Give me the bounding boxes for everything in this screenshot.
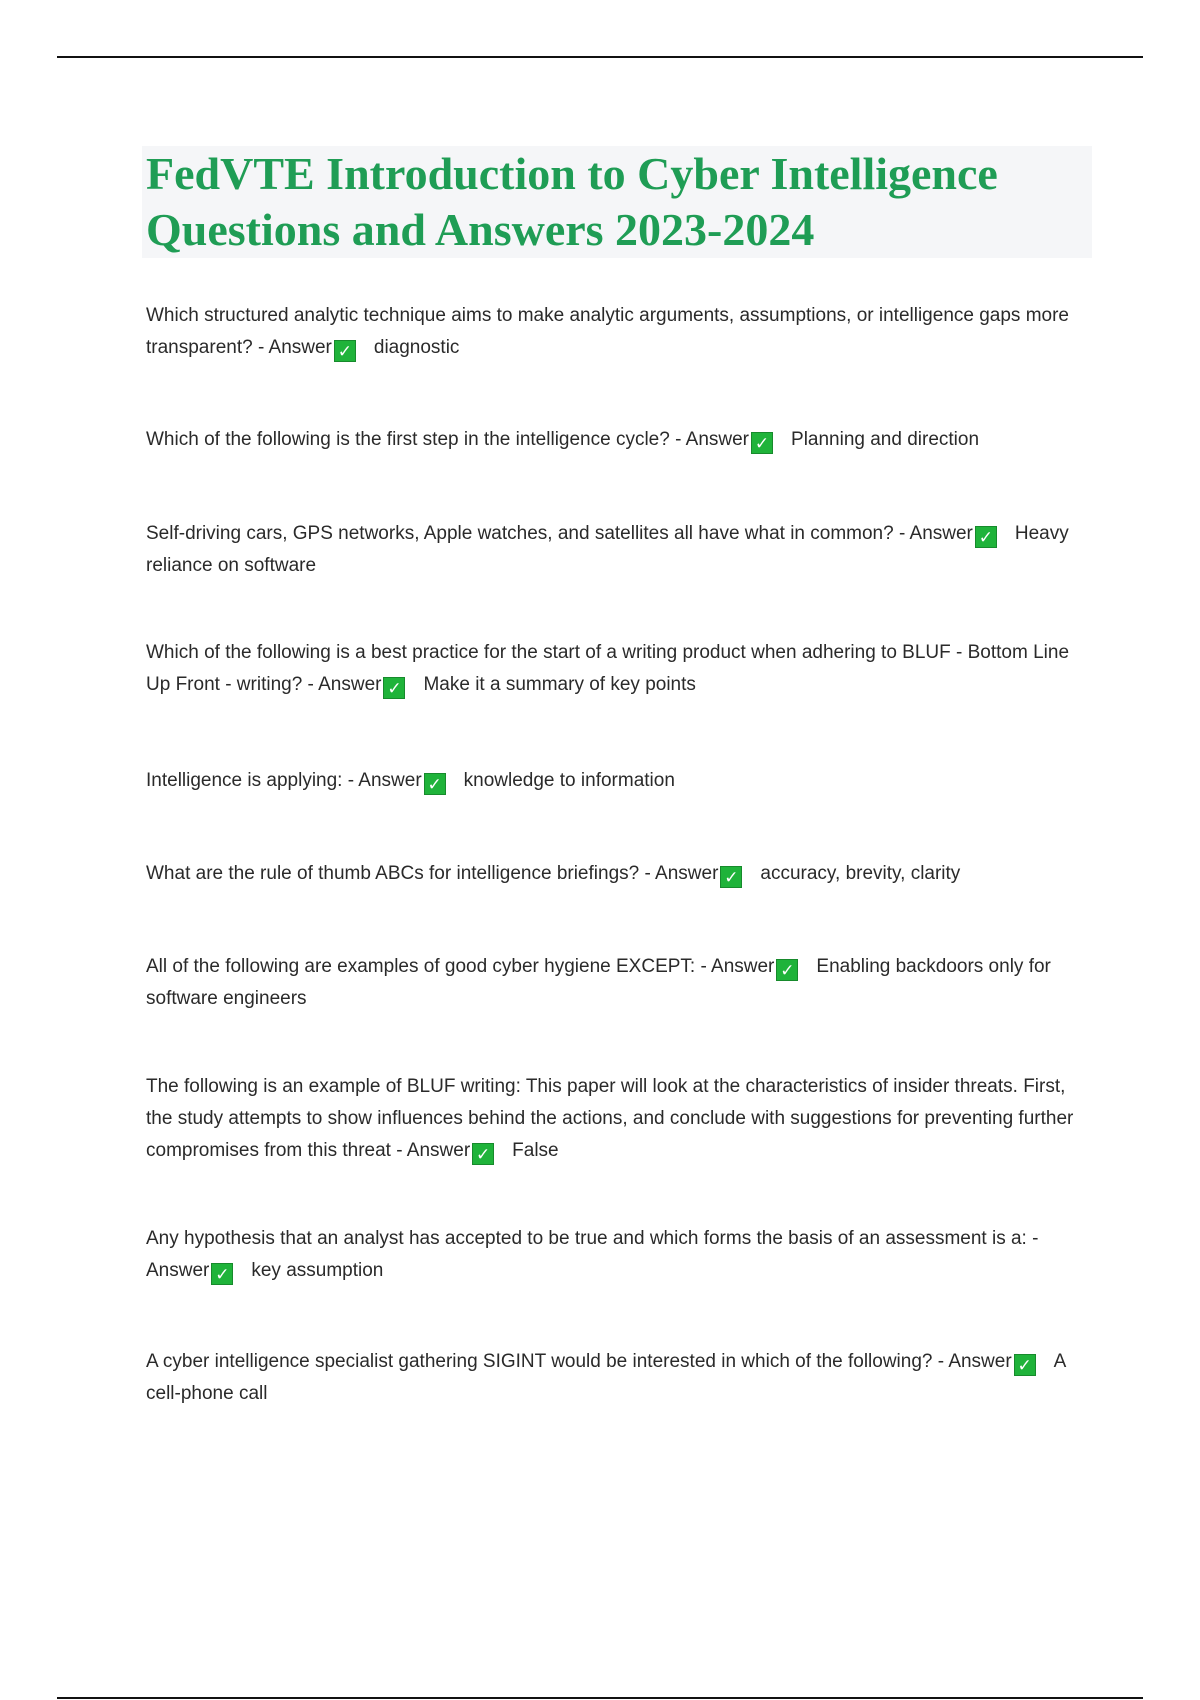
qa-item xyxy=(146,765,1096,797)
check-icon: ✓ xyxy=(975,526,997,548)
qa-item xyxy=(146,518,1096,582)
check-icon: ✓ xyxy=(424,773,446,795)
answer-text: Enabling backdoors only for software engineers xyxy=(146,956,1051,1009)
qa-item xyxy=(146,1223,1096,1287)
top-rule xyxy=(57,56,1143,58)
question-text: All of the following are examples of good cyber hygiene EXCEPT: - Answer xyxy=(146,956,775,977)
answer-text: accuracy, brevity, clarity xyxy=(760,863,961,884)
check-icon: ✓ xyxy=(776,959,798,981)
question-text: Which of the following is the first step in the intelligence cycle? - Answer xyxy=(146,429,750,450)
answer-text: knowledge to information xyxy=(463,770,675,791)
answer-text: Make it a summary of key points xyxy=(423,674,696,695)
check-icon: ✓ xyxy=(383,677,405,699)
question-text: Self-driving cars, GPS networks, Apple watches, and satellites all have what in common? - Answer xyxy=(146,523,973,544)
answer-text: Heavy reliance on software xyxy=(146,523,1069,576)
question-text: Which of the following is a best practice for the start of a writing product when adhering to BLUF - Bottom Line Up Front - writing? - Answer xyxy=(146,642,1070,695)
bottom-rule xyxy=(57,1697,1143,1699)
question-text: What are the rule of thumb ABCs for intelligence briefings? - Answer xyxy=(146,863,719,884)
qa-item xyxy=(146,637,1096,701)
answer-text: Planning and direction xyxy=(791,429,980,450)
answer-text: A cell-phone call xyxy=(146,1351,1066,1404)
check-icon: ✓ xyxy=(1014,1354,1036,1376)
qa-item xyxy=(146,1071,1096,1167)
question-text: Any hypothesis that an analyst has accepted to be true and which forms the basis of an assessment is a: - Answer xyxy=(146,1228,1039,1281)
question-text: Intelligence is applying: - Answer xyxy=(146,770,422,791)
check-icon: ✓ xyxy=(720,866,742,888)
check-icon: ✓ xyxy=(751,432,773,454)
check-icon: ✓ xyxy=(472,1143,494,1165)
answer-text: diagnostic xyxy=(373,337,460,358)
qa-item xyxy=(146,424,1096,456)
document-title: FedVTE Introduction to Cyber Intelligence Questions and Answers 2023-2024 xyxy=(146,148,998,255)
qa-item xyxy=(146,858,1096,890)
answer-text: key assumption xyxy=(251,1260,384,1281)
check-icon: ✓ xyxy=(211,1263,233,1285)
qa-item xyxy=(146,300,1096,364)
question-text: A cyber intelligence specialist gathering SIGINT would be interested in which of the following? - Answer xyxy=(146,1351,1012,1372)
check-icon: ✓ xyxy=(334,340,356,362)
question-text: Which structured analytic technique aims to make analytic arguments, assumptions, or intelligence gaps more transparent? - Answer xyxy=(146,305,1069,358)
qa-item xyxy=(146,951,1096,1015)
question-text: The following is an example of BLUF writing: This paper will look at the characteristics of insider threats. First, the study attempts to show influences behind the actions, and conclude with suggestions for preventing further compromises from this threat - Answer xyxy=(146,1076,1074,1161)
answer-text: False xyxy=(512,1140,559,1161)
qa-item xyxy=(146,1346,1096,1410)
